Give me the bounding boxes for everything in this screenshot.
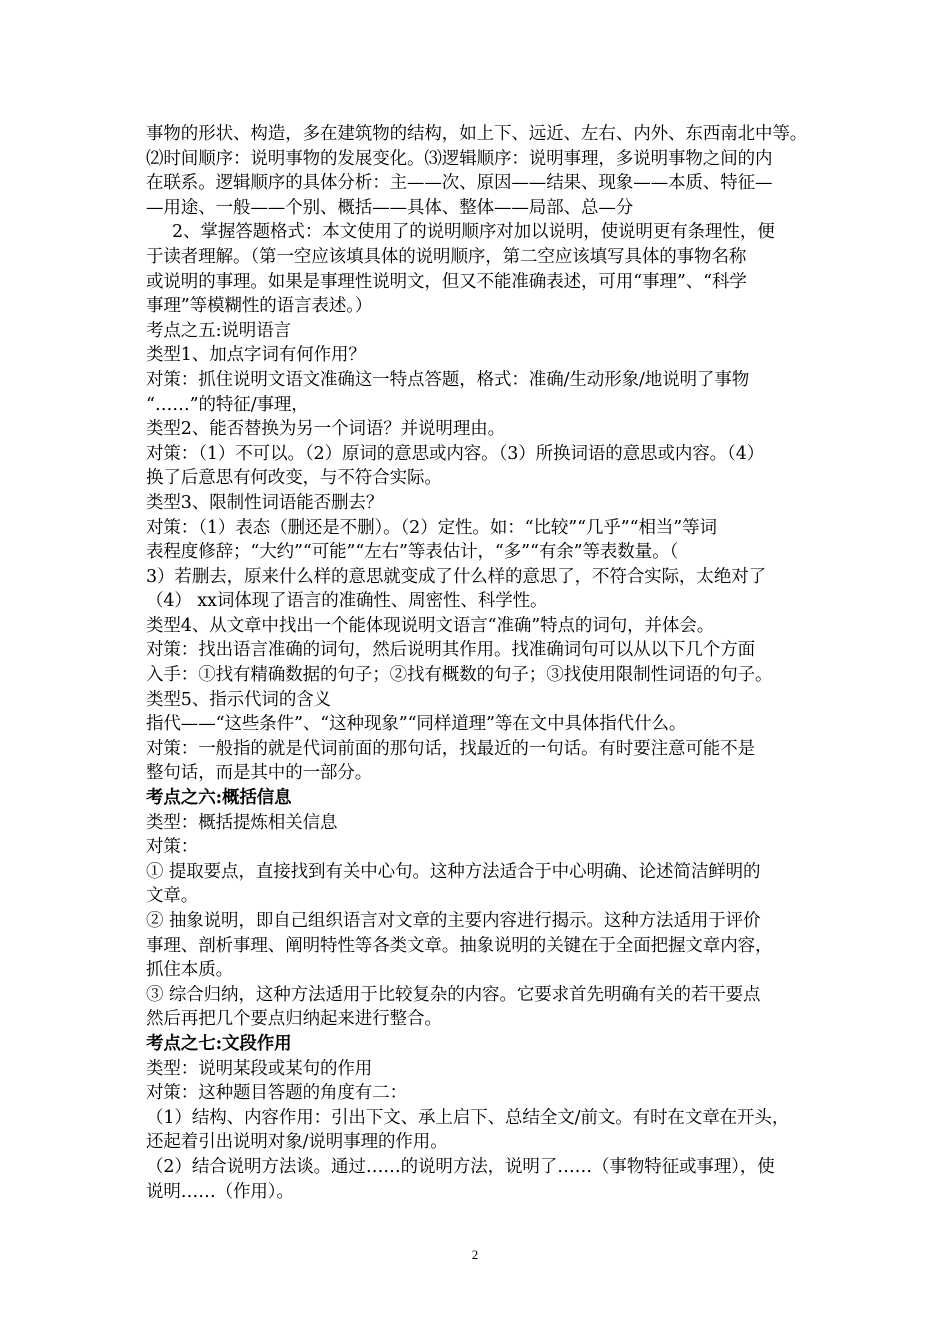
text-line: 2、掌握答题格式：本文使用了的说明顺序对加以说明，使说明更有条理性，便 bbox=[172, 222, 775, 243]
text-line: （4） xx词体现了语言的准确性、周密性、科学性。 bbox=[146, 591, 548, 612]
text-line: 类型5、指示代词的含义 bbox=[146, 689, 332, 710]
document-body bbox=[146, 122, 814, 1204]
text-line: 于读者理解。（第一空应该填具体的说明顺序，第二空应该填写具体的事物名称 bbox=[146, 246, 747, 267]
text-line: 对策： bbox=[146, 837, 199, 858]
text-line: 抓住本质。 bbox=[146, 960, 233, 981]
text-line: 事物的形状、构造，多在建筑物的结构，如上下、远近、左右、内外、东西南北中等。 bbox=[146, 124, 808, 144]
text-line: 类型2、能否替换为另一个词语？并说明理由。 bbox=[146, 419, 506, 440]
text-line: ① 提取要点，直接找到有关中心句。这种方法适合于中心明确、论述简洁鲜明的 bbox=[146, 861, 761, 882]
text-line: （1）结构、内容作用：引出下文、承上启下、总结全文/前文。有时在文章在开头， bbox=[146, 1107, 790, 1128]
text-line: 入手：①找有精确数据的句子；②找有概数的句子；③找使用限制性词语的句子。 bbox=[146, 665, 773, 686]
text-line: 对策：抓住说明文语文准确这一特点答题，格式：准确/生动形象/地说明了事物 bbox=[146, 369, 750, 390]
section-heading: 考点之七:文段作用 bbox=[146, 1033, 292, 1054]
page-number: 2 bbox=[471, 1247, 479, 1262]
text-line: 事理、剖析事理、阐明特性等各类文章。抽象说明的关键在于全面把握文章内容， bbox=[146, 935, 773, 956]
text-line: ② 抽象说明，即自己组织语言对文章的主要内容进行揭示。这种方法适用于评价 bbox=[146, 911, 761, 931]
text-line: 或说明的事理。如果是事理性说明文，但又不能准确表述，可用“事理”、“科学 bbox=[146, 271, 747, 292]
text-line: 指代——“这些条件”、“这种现象”“同样道理”等在文中具体指代什么。 bbox=[146, 714, 687, 735]
text-line: 类型：说明某段或某句的作用 bbox=[146, 1058, 373, 1079]
section-heading: 考点之五:说明语言 bbox=[146, 320, 291, 341]
text-line: ⑵时间顺序：说明事物的发展变化。⑶逻辑顺序：说明事理，多说明事物之间的内 bbox=[146, 148, 773, 169]
text-line: 对策：（1）不可以。（2）原词的意思或内容。（3）所换词语的意思或内容。（4） bbox=[146, 443, 765, 464]
text-line: 事理”等模糊性的语言表述。） bbox=[146, 296, 373, 317]
text-line: 说明……（作用）。 bbox=[146, 1181, 294, 1202]
text-line: 类型1、加点字词有何作用？ bbox=[146, 345, 366, 366]
text-line: 对策：（1）表态（删还是不删）。（2）定性。如：“比较”“几乎”“相当”等词 bbox=[146, 517, 717, 538]
text-line: 表程度修辞；“大约”“可能”“左右”等表估计，“多”“有余”等表数量。（ bbox=[146, 542, 679, 563]
text-line: 3）若删去，原来什么样的意思就变成了什么样的意思了，不符合实际，太绝对了 bbox=[146, 566, 767, 587]
text-line: 然后再把几个要点归纳起来进行整合。 bbox=[146, 1009, 442, 1030]
text-line: 类型：概括提炼相关信息 bbox=[146, 812, 338, 833]
text-line: 对策：这种题目答题的角度有二： bbox=[146, 1083, 407, 1104]
text-line: 还起着引出说明对象/说明事理的作用。 bbox=[146, 1132, 448, 1153]
section-heading: 考点之六:概括信息 bbox=[146, 788, 292, 809]
text-line: 对策：一般指的就是代词前面的那句话，找最近的一句话。有时要注意可能不是 bbox=[146, 738, 755, 759]
text-line: （2）结合说明方法谈。通过……的说明方法，说明了……（事物特征或事理），使 bbox=[146, 1156, 775, 1177]
text-line: 换了后意思有何改变，与不符合实际。 bbox=[146, 468, 442, 489]
text-line: “……”的特征/事理， bbox=[146, 394, 309, 415]
text-line: 类型4、从文章中找出一个能体现说明文语言“准确”特点的词句，并体会。 bbox=[146, 615, 715, 636]
text-line: 在联系。逻辑顺序的具体分析：主——次、原因——结果、现象——本质、特征— bbox=[146, 173, 773, 194]
text-line: —用途、一般——个别、概括——具体、整体——局部、总—分 bbox=[146, 197, 634, 218]
text-line: 类型3、限制性词语能否删去？ bbox=[146, 492, 384, 513]
text-line: ③ 综合归纳，这种方法适用于比较复杂的内容。它要求首先明确有关的若干要点 bbox=[146, 984, 761, 1005]
text-line: 对策：找出语言准确的词句，然后说明其作用。找准确词句可以从以下几个方面 bbox=[146, 640, 755, 661]
text-line: 文章。 bbox=[146, 886, 199, 907]
text-line: 整句话，而是其中的一部分。 bbox=[146, 763, 373, 784]
